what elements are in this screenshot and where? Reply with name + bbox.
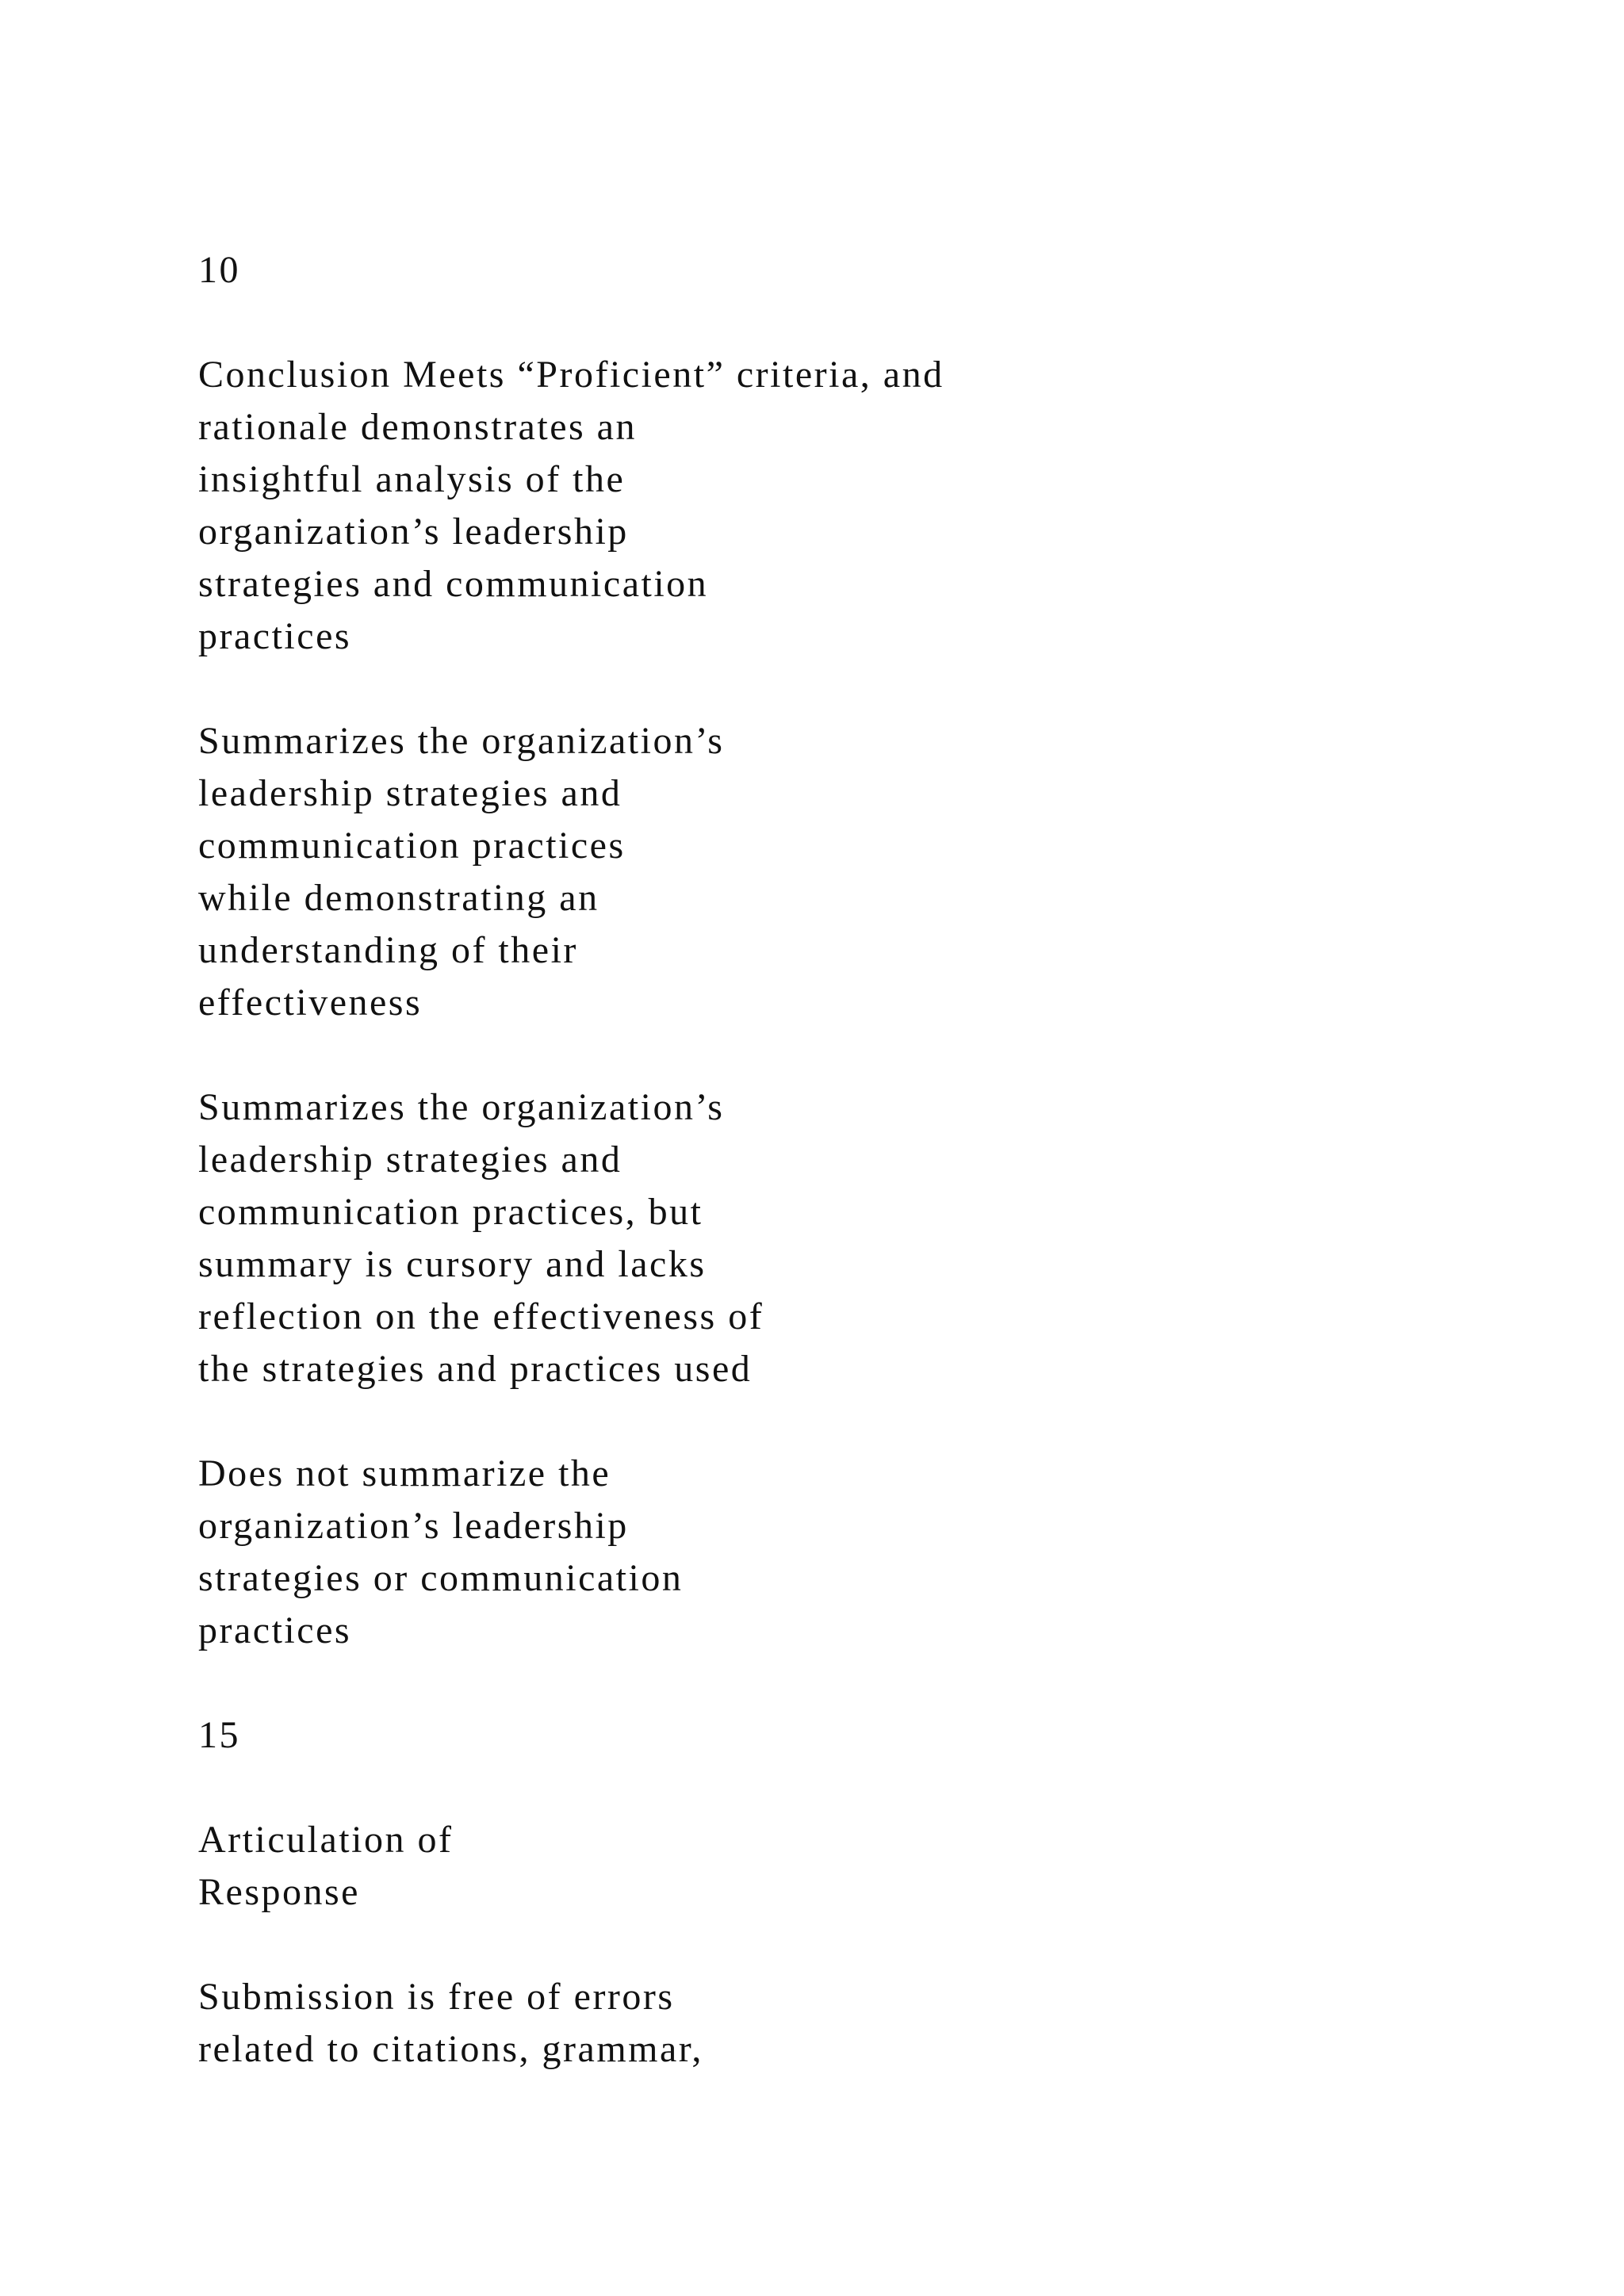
text-line: Articulation of xyxy=(198,1819,454,1861)
text-line: leadership strategies and xyxy=(198,1138,622,1181)
text-line: related to citations, grammar, xyxy=(198,2028,703,2070)
text-line: leadership strategies and xyxy=(198,772,622,814)
text-line: effectiveness xyxy=(198,982,423,1024)
submission-criteria xyxy=(198,1971,1546,2076)
text-line: while demonstrating an xyxy=(198,877,599,919)
text-line: Response xyxy=(198,1871,360,1913)
text-line: practices xyxy=(198,1609,352,1651)
text-line: strategies or communication xyxy=(198,1557,684,1599)
text-line: strategies and communication xyxy=(198,563,709,605)
text-line: Summarizes the organization’s xyxy=(198,720,725,762)
score-value-15 xyxy=(198,1709,1546,1762)
not-evident-criteria xyxy=(198,1448,1546,1657)
text-line: practices xyxy=(198,615,352,657)
score-line: 15 xyxy=(198,1714,240,1756)
text-line: Does not summarize the xyxy=(198,1452,611,1494)
text-line: Conclusion Meets “Proficient” criteria, and xyxy=(198,354,944,396)
text-line: Submission is free of errors xyxy=(198,1976,675,2018)
score-value-10 xyxy=(198,244,1546,297)
text-line: communication practices xyxy=(198,825,626,867)
articulation-heading xyxy=(198,1814,1546,1919)
rubric-text-column xyxy=(198,244,1546,2128)
text-line: insightful analysis of the xyxy=(198,458,626,500)
score-line: 10 xyxy=(198,249,240,291)
needs-improvement-criteria xyxy=(198,1081,1546,1395)
text-line: understanding of their xyxy=(198,929,578,971)
text-line: summary is cursory and lacks xyxy=(198,1243,707,1285)
text-line: communication practices, but xyxy=(198,1191,703,1233)
text-line: Summarizes the organization’s xyxy=(198,1086,725,1128)
text-line: organization’s leadership xyxy=(198,511,629,553)
text-line: reflection on the effectiveness of xyxy=(198,1295,764,1337)
text-line: organization’s leadership xyxy=(198,1505,629,1547)
text-line: rationale demonstrates an xyxy=(198,406,637,448)
text-line: the strategies and practices used xyxy=(198,1348,753,1390)
conclusion-exemplary-criteria xyxy=(198,349,1546,663)
proficient-criteria xyxy=(198,715,1546,1029)
